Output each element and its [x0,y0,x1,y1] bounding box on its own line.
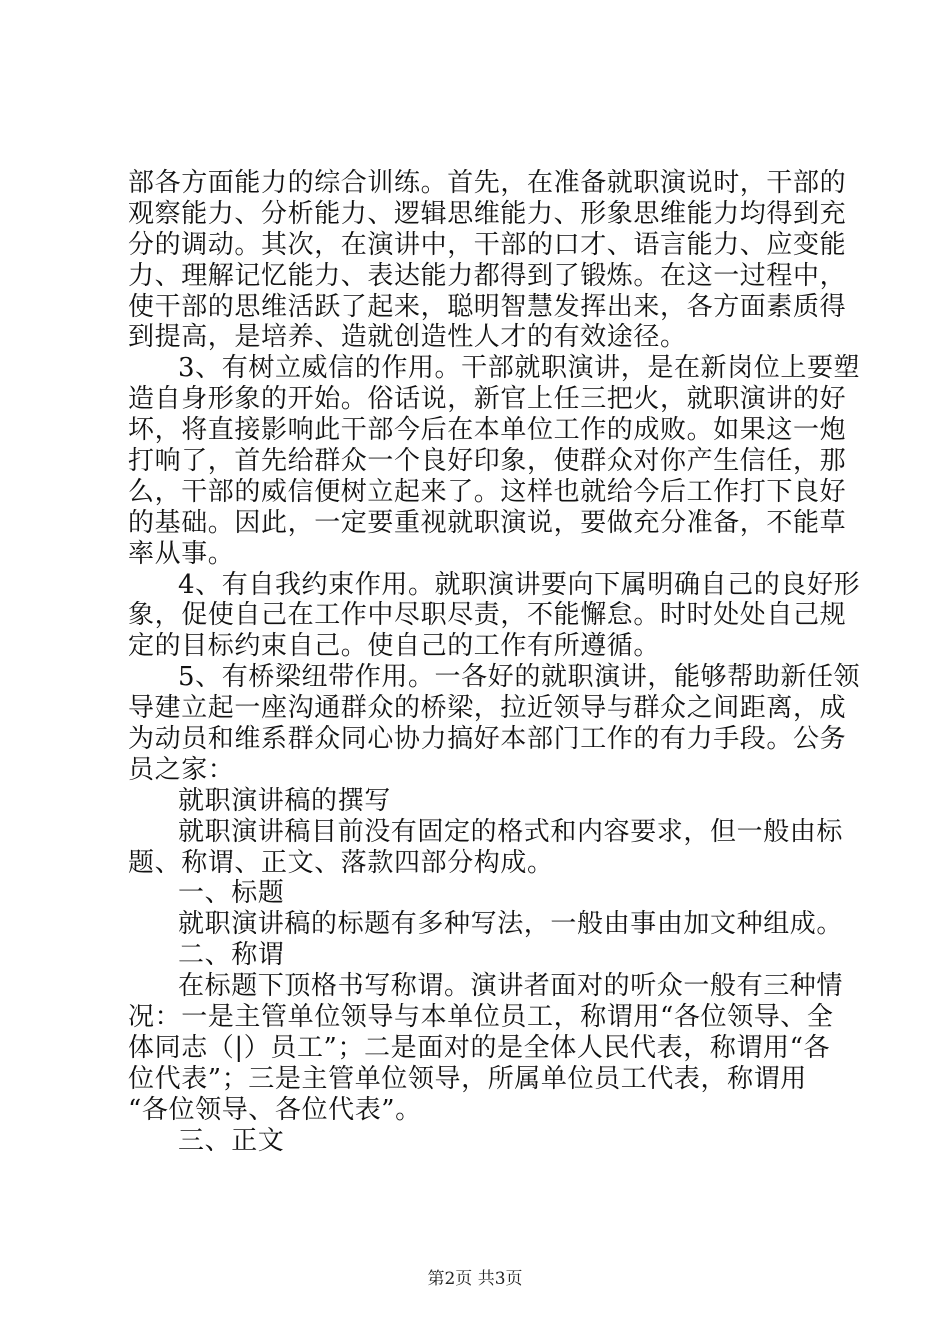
text-line: 观察能力、分析能力、逻辑思维能力、形象思维能力均得到充 [128,198,847,229]
text-line: 体同志（|）员工”；二是面对的是全体人民代表，称谓用“各 [128,1032,831,1063]
text-line: 部各方面能力的综合训练。首先，在准备就职演说时，干部的 [128,168,847,198]
section-heading: 三、正文 [178,1125,285,1156]
text-line: 员之家： [128,754,235,785]
page-number-footer: 第2页 共3页 [427,1269,523,1289]
text-line: 定的目标约束自己。使自己的工作有所遵循。 [128,631,661,662]
text-line: 的基础。因此，一定要重视就职演说，要做充分准备，不能草 [128,507,847,538]
paragraph-start: 4、有自我约束作用。就职演讲要向下属明确自己的良好形 [178,569,861,600]
text-line: 位代表”；三是主管单位领导，所属单位员工代表，称谓用 [128,1063,807,1094]
text-line: 造自身形象的开始。俗话说，新官上任三把火，就职演讲的好 [128,384,847,415]
text-line: 到提高，是培养、造就创造性人才的有效途径。 [128,322,687,353]
document-body [128,168,861,1157]
text-line: 分的调动。其次，在演讲中，干部的口才、语言能力、应变能 [128,229,847,260]
text-line: 题、称谓、正文、落款四部分构成。 [128,847,554,878]
text-line: 象，促使自己在工作中尽职尽责，不能懈怠。时时处处自己规 [128,600,847,631]
paragraph-start: 就职演讲稿的标题有多种写法，一般由事由加文种组成。 [178,909,844,940]
paragraph-start: 5、有桥梁纽带作用。一各好的就职演讲，能够帮助新任领 [178,662,861,693]
paragraph-start: 3、有树立威信的作用。干部就职演讲，是在新岗位上要塑 [178,353,861,384]
section-heading: 二、称谓 [178,940,285,971]
section-heading: 一、标题 [178,878,285,909]
text-line: 力、理解记忆能力、表达能力都得到了锻炼。在这一过程中， [128,260,847,291]
paragraph-start: 在标题下顶格书写称谓。演讲者面对的听众一般有三种情 [178,971,844,1002]
text-line: 况：一是主管单位领导与本单位员工，称谓用“各位领导、全 [128,1002,834,1033]
text-line: 率从事。 [128,538,235,569]
text-line: 坏，将直接影响此干部今后在本单位工作的成败。如果这一炮 [128,415,847,446]
text-line: “各位领导、各位代表”。 [128,1094,422,1125]
paragraph-start: 就职演讲稿目前没有固定的格式和内容要求，但一般由标 [178,816,844,847]
text-line: 使干部的思维活跃了起来，聪明智慧发挥出来，各方面素质得 [128,291,847,322]
text-line: 导建立起一座沟通群众的桥梁，拉近领导与群众之间距离，成 [128,693,847,724]
section-heading: 就职演讲稿的撰写 [178,785,391,816]
text-line: 么，干部的威信便树立起来了。这样也就给今后工作打下良好 [128,476,847,507]
text-line: 打响了，首先给群众一个良好印象，使群众对你产生信任，那 [128,446,847,477]
text-line: 为动员和维系群众同心协力搞好本部门工作的有力手段。公务 [128,724,847,755]
